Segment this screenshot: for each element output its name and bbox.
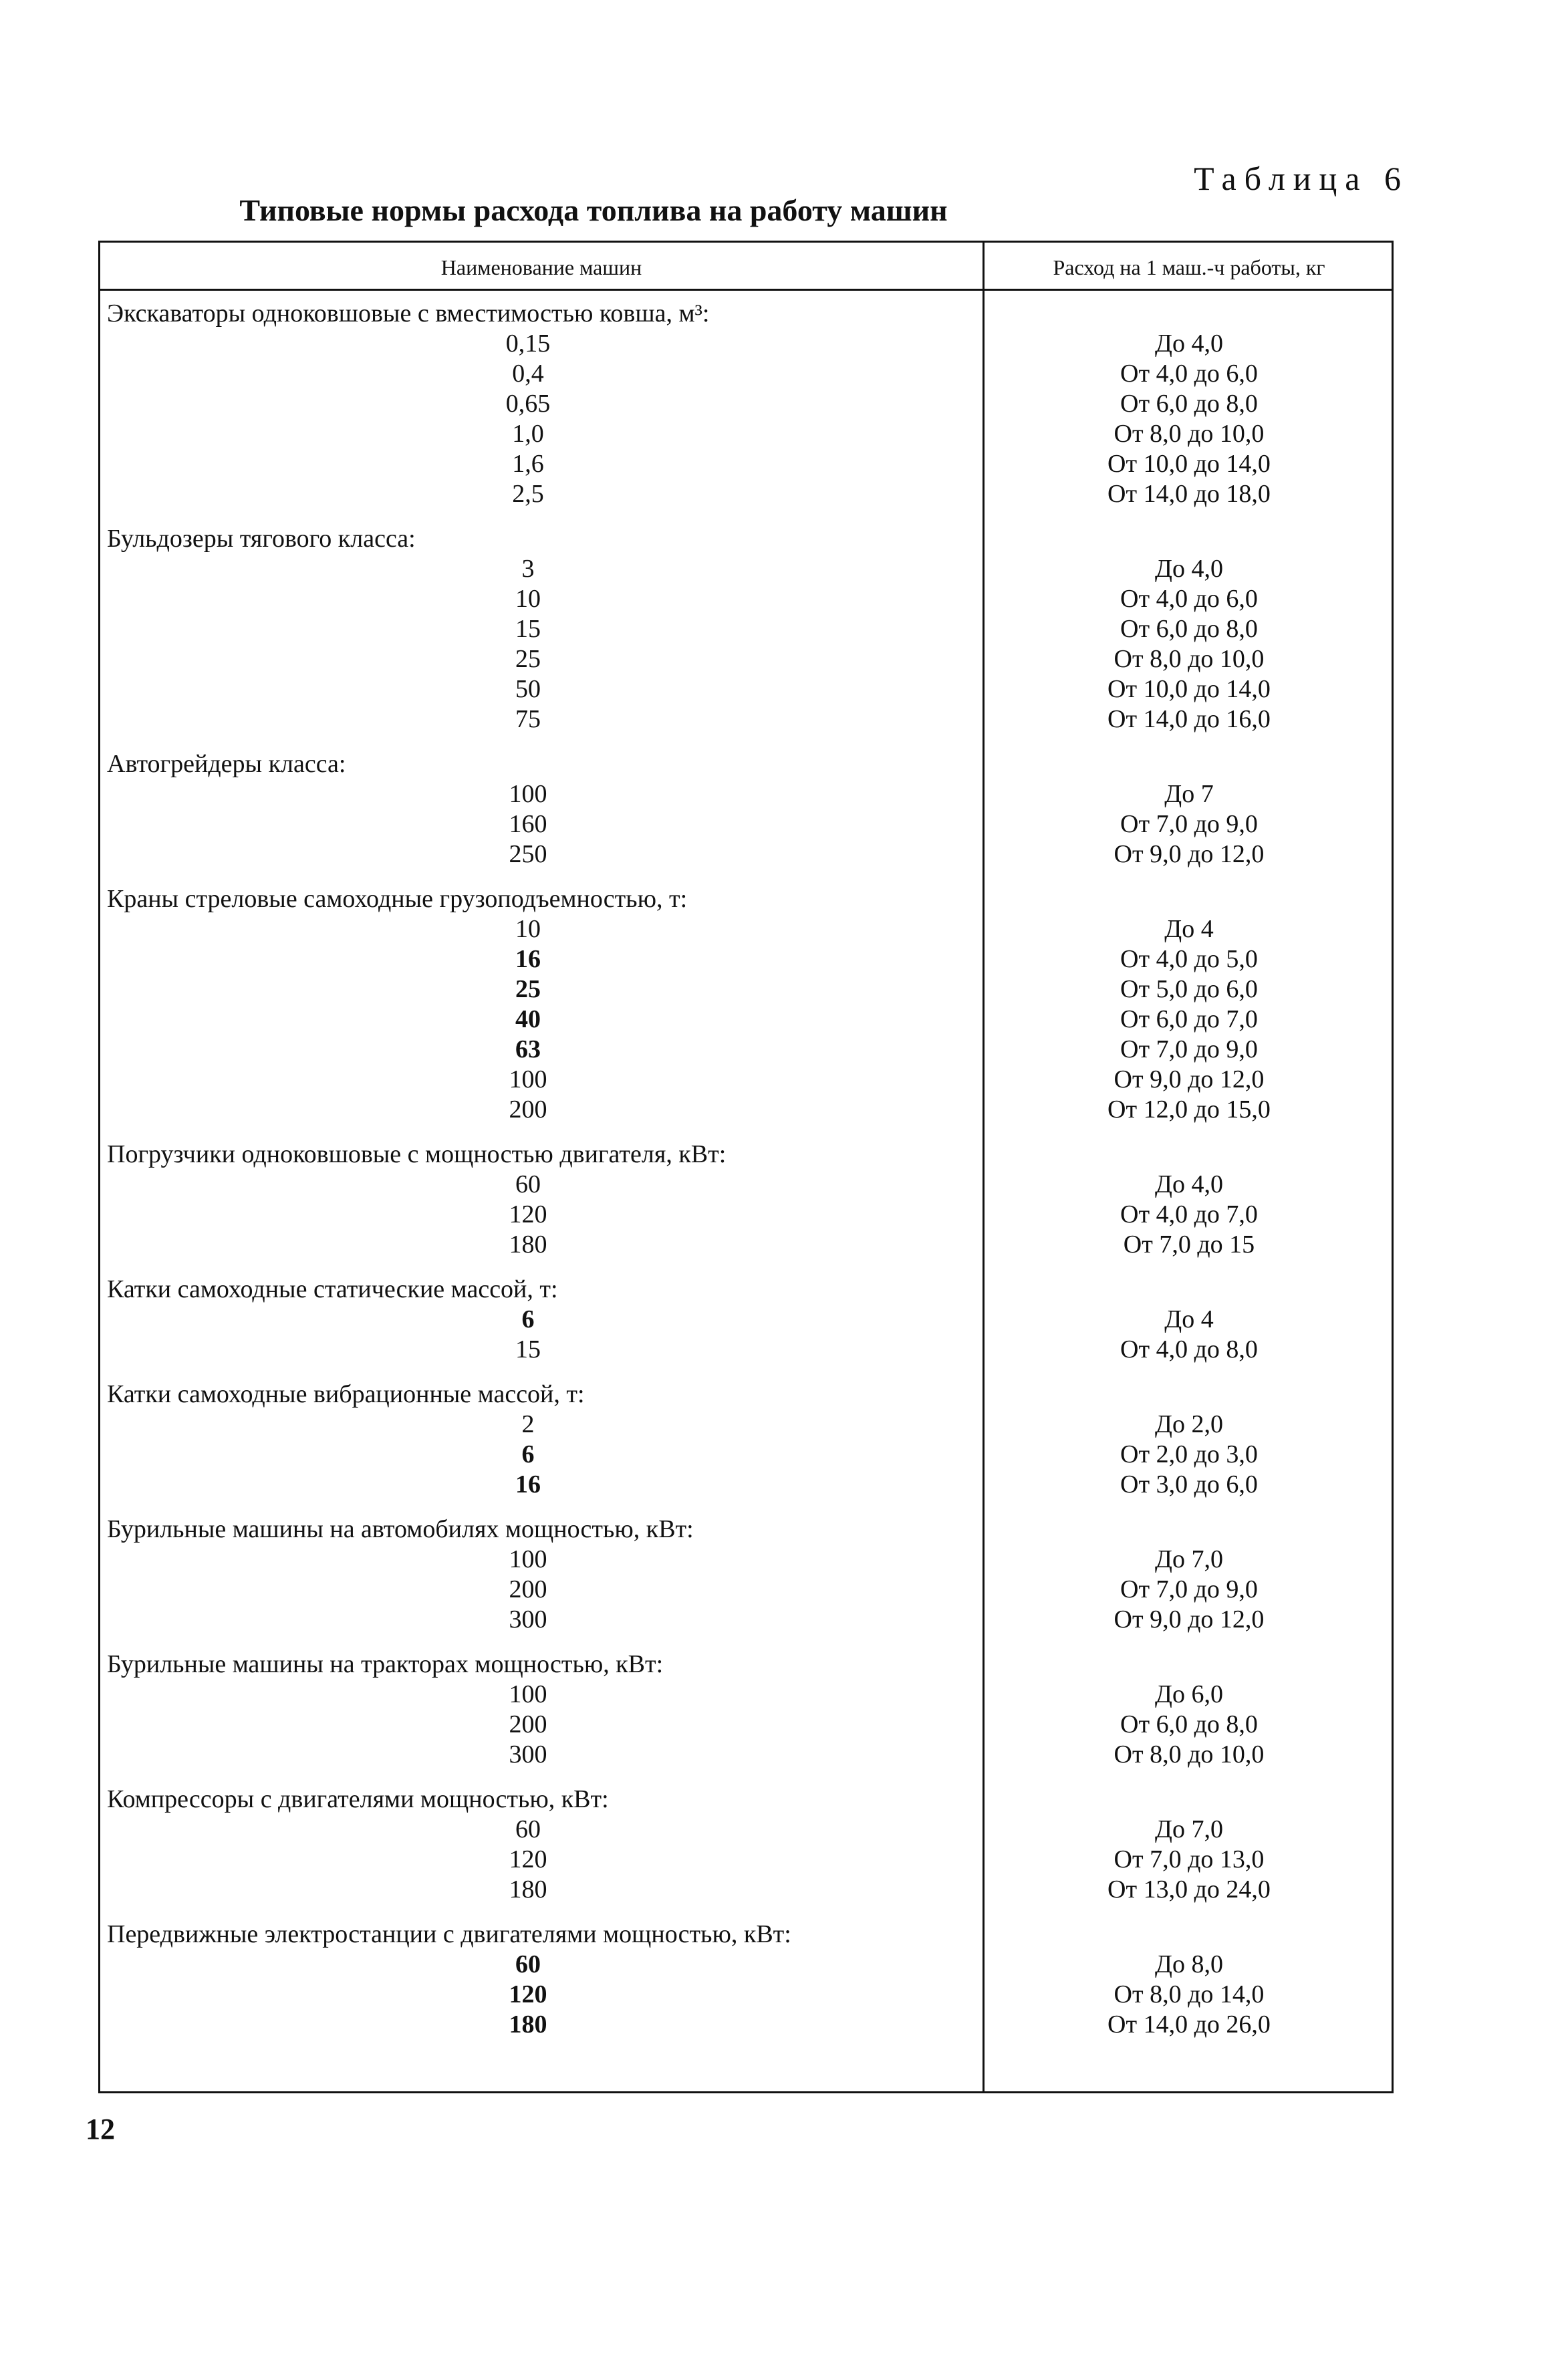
machine-capacity: 6	[521, 1305, 535, 1333]
table-row	[100, 1680, 1392, 1710]
table-row	[100, 809, 1392, 839]
header-machine-name: Наименование машин	[440, 255, 642, 279]
fuel-consumption-value: До 4,0	[1155, 1170, 1223, 1198]
table-row	[100, 1440, 1392, 1470]
fuel-consumption-value: От 3,0 до 6,0	[1120, 1470, 1258, 1498]
fuel-consumption-value: От 6,0 до 7,0	[1120, 1005, 1258, 1033]
machine-capacity: 0,15	[505, 330, 551, 358]
group-title: Компрессоры с двигателями мощностью, кВт:	[107, 1785, 609, 1813]
table-row	[100, 1005, 1392, 1035]
fuel-consumption-value: От 5,0 до 6,0	[1120, 975, 1258, 1003]
table-row	[100, 419, 1392, 449]
machine-capacity: 100	[509, 780, 547, 808]
machine-capacity: 120	[509, 1845, 547, 1873]
fuel-consumption-value: От 2,0 до 3,0	[1120, 1440, 1258, 1468]
group-gap	[100, 1260, 1392, 1275]
table-row	[100, 1740, 1392, 1770]
machine-capacity: 3	[521, 555, 535, 583]
machine-capacity: 63	[515, 1035, 541, 1063]
table-row	[100, 584, 1392, 614]
machine-capacity: 200	[509, 1095, 547, 1124]
group-gap	[100, 1905, 1392, 1920]
table-row	[100, 479, 1392, 509]
group-title: Катки самоходные статические массой, т:	[107, 1275, 558, 1303]
machine-capacity: 180	[509, 1230, 547, 1259]
table-row	[100, 1710, 1392, 1740]
machine-capacity: 0,65	[505, 390, 551, 418]
table-row	[100, 389, 1392, 419]
table-row	[100, 944, 1392, 974]
table-row	[100, 1950, 1392, 1980]
table-row	[100, 359, 1392, 389]
table-row	[100, 449, 1392, 479]
table-row	[100, 329, 1392, 359]
group-title: Бурильные машины на тракторах мощностью, кВт:	[107, 1650, 664, 1678]
fuel-consumption-value: От 6,0 до 8,0	[1120, 390, 1258, 418]
table-row	[100, 1815, 1392, 1845]
machine-capacity: 300	[509, 1740, 547, 1768]
fuel-consumption-value: От 8,0 до 14,0	[1114, 1980, 1265, 2008]
group-title: Автогрейдеры класса:	[107, 750, 346, 778]
machine-capacity: 1,6	[512, 450, 544, 478]
fuel-consumption-value: До 7,0	[1155, 1545, 1223, 1573]
table-row	[100, 779, 1392, 809]
table-row	[100, 1980, 1392, 2010]
fuel-consumption-value: От 7,0 до 9,0	[1120, 1575, 1258, 1603]
machine-capacity: 120	[509, 1200, 547, 1228]
fuel-consumption-value: От 7,0 до 13,0	[1114, 1845, 1265, 1873]
machine-capacity: 100	[509, 1545, 547, 1573]
machine-capacity: 180	[509, 2010, 547, 2039]
fuel-consumption-value: До 7	[1164, 780, 1214, 808]
fuel-consumption-value: До 2,0	[1155, 1410, 1223, 1438]
group-title: Бульдозеры тягового класса:	[107, 525, 416, 553]
fuel-consumption-value: От 4,0 до 6,0	[1120, 585, 1258, 613]
machine-capacity: 1,0	[512, 420, 544, 448]
fuel-consumption-value: От 12,0 до 15,0	[1107, 1095, 1271, 1124]
fuel-consumption-value: До 4,0	[1155, 330, 1223, 358]
header-fuel-consumption: Расход на 1 маш.-ч работы, кг	[1053, 255, 1325, 279]
fuel-consumption-value: От 9,0 до 12,0	[1114, 840, 1265, 868]
fuel-consumption-value: До 7,0	[1155, 1815, 1223, 1843]
table-row	[100, 1200, 1392, 1230]
machine-capacity: 25	[515, 975, 541, 1003]
table-row	[100, 1575, 1392, 1605]
fuel-consumption-value: От 7,0 до 15	[1123, 1230, 1255, 1259]
machine-capacity: 6	[521, 1440, 535, 1468]
group-gap	[100, 735, 1392, 749]
fuel-consumption-value: От 8,0 до 10,0	[1114, 1740, 1265, 1768]
machine-capacity: 15	[515, 1335, 541, 1363]
machine-capacity: 75	[515, 705, 541, 733]
group-title: Экскаваторы одноковшовые с вместимостью ковша, м³:	[107, 299, 710, 327]
table-header	[100, 243, 1392, 291]
table-row	[100, 1095, 1392, 1125]
table-row	[100, 1230, 1392, 1260]
table-row	[100, 1035, 1392, 1065]
group-gap	[100, 1125, 1392, 1140]
table-row	[100, 1875, 1392, 1905]
machine-capacity: 40	[515, 1005, 541, 1033]
fuel-consumption-value: От 4,0 до 7,0	[1120, 1200, 1258, 1228]
machine-capacity: 0,4	[512, 360, 544, 388]
fuel-norms-table	[98, 241, 1394, 2093]
fuel-consumption-value: От 14,0 до 18,0	[1107, 480, 1271, 508]
group-gap	[100, 1365, 1392, 1380]
group-gap	[100, 1770, 1392, 1785]
fuel-consumption-value: От 6,0 до 8,0	[1120, 615, 1258, 643]
table-row	[100, 1845, 1392, 1875]
group-gap	[100, 1500, 1392, 1515]
fuel-consumption-value: От 7,0 до 9,0	[1120, 1035, 1258, 1063]
fuel-consumption-value: От 4,0 до 5,0	[1120, 945, 1258, 973]
fuel-consumption-value: До 4	[1164, 915, 1214, 943]
machine-capacity: 2,5	[512, 480, 544, 508]
table-row	[100, 2010, 1392, 2040]
table-row	[100, 704, 1392, 735]
machine-capacity: 60	[515, 1170, 541, 1198]
fuel-consumption-value: От 9,0 до 12,0	[1114, 1065, 1265, 1093]
machine-capacity: 60	[515, 1815, 541, 1843]
table-row	[100, 1170, 1392, 1200]
fuel-consumption-value: От 9,0 до 12,0	[1114, 1605, 1265, 1633]
fuel-consumption-value: От 7,0 до 9,0	[1120, 810, 1258, 838]
fuel-consumption-value: От 6,0 до 8,0	[1120, 1710, 1258, 1738]
table-row	[100, 914, 1392, 944]
machine-capacity: 50	[515, 675, 541, 703]
group-title: Бурильные машины на автомобилях мощностью, кВт:	[107, 1515, 694, 1543]
machine-capacity: 200	[509, 1575, 547, 1603]
fuel-consumption-value: До 6,0	[1155, 1680, 1223, 1708]
table-row	[100, 1545, 1392, 1575]
table-title: Типовые нормы расхода топлива на работу машин	[239, 193, 948, 227]
machine-capacity: 100	[509, 1680, 547, 1708]
machine-capacity: 100	[509, 1065, 547, 1093]
machine-capacity: 25	[515, 645, 541, 673]
machine-capacity: 250	[509, 840, 547, 868]
group-title: Катки самоходные вибрационные массой, т:	[107, 1380, 585, 1408]
table-row	[100, 1335, 1392, 1365]
machine-capacity: 10	[515, 585, 541, 613]
fuel-consumption-value: От 8,0 до 10,0	[1114, 645, 1265, 673]
fuel-consumption-value: От 10,0 до 14,0	[1107, 450, 1271, 478]
machine-capacity: 180	[509, 1875, 547, 1904]
fuel-consumption-value: До 4,0	[1155, 555, 1223, 583]
table-row	[100, 1470, 1392, 1500]
machine-capacity: 60	[515, 1950, 541, 1978]
fuel-consumption-value: От 10,0 до 14,0	[1107, 675, 1271, 703]
table-row	[100, 614, 1392, 644]
fuel-consumption-value: От 14,0 до 26,0	[1107, 2010, 1271, 2039]
table-label: Таблица 6	[1194, 160, 1409, 197]
group-title: Передвижные электростанции с двигателями мощностью, кВт:	[107, 1920, 791, 1948]
group-gap	[100, 1635, 1392, 1650]
machine-capacity: 200	[509, 1710, 547, 1738]
machine-capacity: 2	[521, 1410, 535, 1438]
fuel-consumption-value: От 4,0 до 6,0	[1120, 360, 1258, 388]
group-title: Краны стреловые самоходные грузоподъемностью, т:	[107, 885, 688, 913]
table-row	[100, 839, 1392, 870]
group-gap	[100, 509, 1392, 524]
group-gap	[100, 870, 1392, 884]
fuel-consumption-value: От 14,0 до 16,0	[1107, 705, 1271, 733]
fuel-consumption-value: До 8,0	[1155, 1950, 1223, 1978]
table-row	[100, 1605, 1392, 1635]
table-body	[100, 299, 1392, 2040]
group-title: Погрузчики одноковшовые с мощностью двигателя, кВт:	[107, 1140, 727, 1168]
machine-capacity: 120	[509, 1980, 547, 2008]
machine-capacity: 160	[509, 810, 547, 838]
machine-capacity: 300	[509, 1605, 547, 1633]
machine-capacity: 16	[515, 1470, 541, 1498]
table-row	[100, 1305, 1392, 1335]
fuel-consumption-value: До 4	[1164, 1305, 1214, 1333]
table-row	[100, 554, 1392, 584]
table-row	[100, 644, 1392, 674]
table-row	[100, 1065, 1392, 1095]
table-row	[100, 674, 1392, 704]
machine-capacity: 15	[515, 615, 541, 643]
table-row	[100, 1410, 1392, 1440]
fuel-consumption-value: От 8,0 до 10,0	[1114, 420, 1265, 448]
machine-capacity: 10	[515, 915, 541, 943]
page-number: 12	[86, 2113, 115, 2145]
fuel-consumption-value: От 4,0 до 8,0	[1120, 1335, 1258, 1363]
machine-capacity: 16	[515, 945, 541, 973]
table-row	[100, 974, 1392, 1005]
fuel-consumption-value: От 13,0 до 24,0	[1107, 1875, 1271, 1904]
